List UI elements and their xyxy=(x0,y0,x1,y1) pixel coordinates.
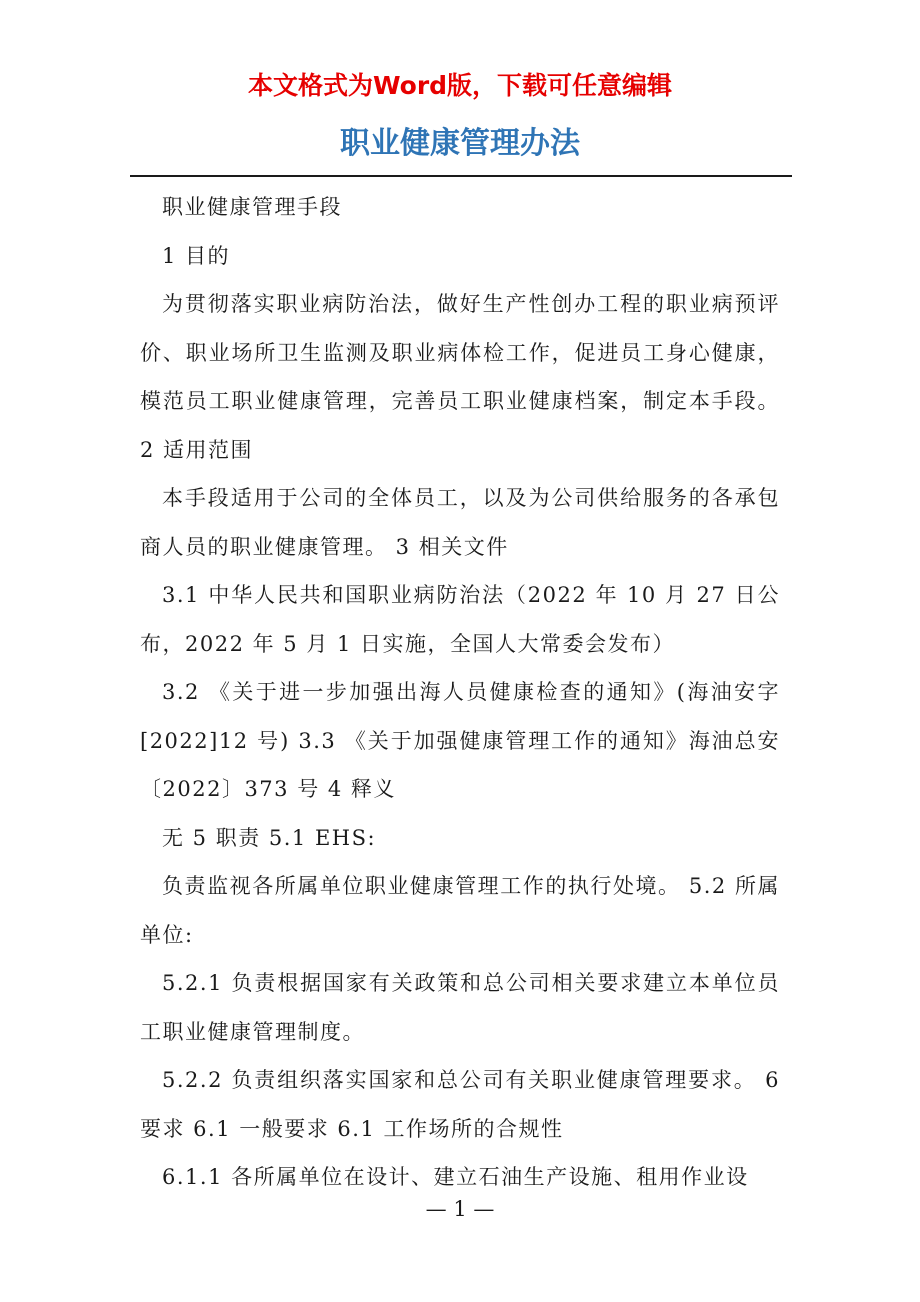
paragraph-responsibility-ehs: 负责监视各所属单位职业健康管理工作的执行处境。 5.2 所属单位: xyxy=(140,874,780,947)
title-divider xyxy=(130,175,792,177)
section-heading: 职业健康管理手段 xyxy=(162,195,342,219)
paragraph-5-2-1: 5.2.1 负责根据国家有关政策和总公司相关要求建立本单位员工职业健康管理制度。 xyxy=(140,971,780,1044)
paragraph-responsibility-heading: 无 5 职责 5.1 EHS: xyxy=(162,825,377,850)
download-banner: 本文格式为Word版，下载可任意编辑 xyxy=(247,71,673,100)
paragraph-purpose: 为贯彻落实职业病防治法，做好生产性创办工程的职业病预评价、职业场所卫生监测及职业病体检工作，促进员工身心健康，模范员工职业健康管理，完善员工职业健康档案，制定本手段。 2 适用范围 xyxy=(140,292,780,462)
paragraph-6-1-1: 6.1.1 各所属单位在设计、建立石油生产设施、租用作业设 xyxy=(162,1165,749,1189)
paragraph-reference-3-2: 3.2 《关于进一步加强出海人员健康检查的通知》(海油安字[2022]12 号) 3.3 《关于加强健康管理工作的通知》海油总安〔2022〕373 号 4 释义 xyxy=(140,680,780,801)
paragraph-5-2-2: 5.2.2 负责组织落实国家和总公司有关职业健康管理要求。 6 要求 6.1 一般要求 6.1 工作场所的合规性 xyxy=(140,1068,780,1141)
paragraph-reference-3-1: 3.1 中华人民共和国职业病防治法（2022 年 10 月 27 日公布，2022 年 5 月 1 日实施，全国人大常委会发布） xyxy=(140,583,780,656)
page-number: — 1 — xyxy=(425,1197,495,1221)
document-body xyxy=(140,183,780,1202)
section-purpose-heading: 1 目的 xyxy=(162,243,231,268)
document-title: 职业健康管理办法 xyxy=(340,126,580,161)
paragraph-scope: 本手段适用于公司的全体员工，以及为公司供给服务的各承包商人员的职业健康管理。 3 相关文件 xyxy=(140,486,780,559)
